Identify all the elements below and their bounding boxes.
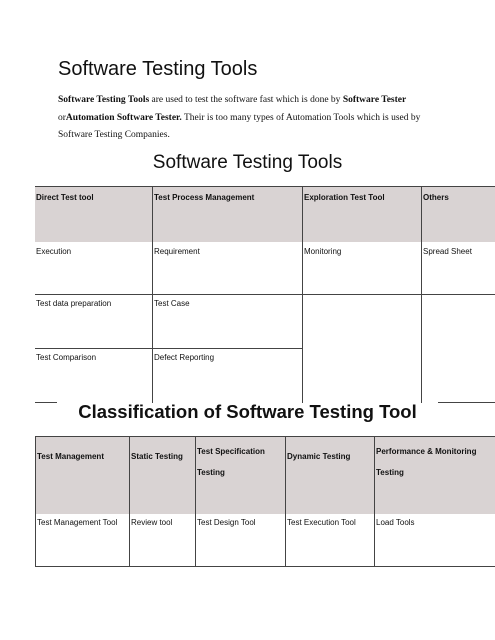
table2-cell-test-management-tool: Test Management Tool: [35, 514, 130, 567]
table2-heading: Classification of Software Testing Tool: [78, 401, 417, 422]
table2-cell-test-execution-tool: Test Execution Tool: [286, 514, 375, 567]
table1-header-others: Others: [422, 186, 495, 242]
table1-cell-test-data: Test data preparation: [35, 295, 153, 349]
intro-bold-automation: Automation Software Tester.: [65, 112, 182, 123]
intro-text-1: are used to test the software fast which is done by: [149, 95, 343, 105]
table1-header-direct: Direct Test tool: [35, 186, 153, 242]
table1-header-process: Test Process Management: [153, 186, 303, 242]
table1-header-exploration: Exploration Test Tool: [303, 186, 422, 242]
table2-header-static: [130, 436, 196, 514]
table2-header-performance: [375, 436, 495, 514]
table2-header-specification-line1: Test Specification: [197, 447, 265, 456]
table2-header-test-management-text: Test Management: [37, 452, 104, 461]
intro-text-2: Their is too many types of Automation Tools which is used by Software Testing Companies.: [58, 112, 421, 140]
table2-cell-review-tool: Review tool: [130, 514, 196, 567]
table1-cell-defect-reporting: Defect Reporting: [153, 349, 303, 403]
intro-paragraph: [58, 92, 448, 145]
table1-cell-requirement: Requirement: [153, 242, 303, 295]
table2-cell-test-design-tool: Test Design Tool: [196, 514, 286, 567]
table1-cell-monitoring: Monitoring: [303, 242, 422, 295]
table2-header-specification-line2: Testing: [197, 468, 225, 477]
table2-header-dynamic: [286, 436, 375, 514]
table1-heading-text: Software Testing Tools: [152, 152, 343, 173]
table2-header-performance-line2: Testing: [376, 468, 404, 477]
intro-bold-tools: Software Testing Tools: [58, 95, 150, 105]
table2-header-specification: [196, 436, 286, 514]
table1-cell-spreadsheet: Spread Sheet: [422, 242, 495, 295]
table1-cell-test-comparison: Test Comparison: [35, 349, 153, 403]
table1-cell-empty-others: [422, 295, 495, 403]
table1-cell-test-case: Test Case: [153, 295, 303, 349]
page-title: Software Testing Tools: [58, 58, 258, 80]
intro-text-or: or: [58, 112, 66, 123]
intro-bold-tester: Software Tester: [342, 95, 407, 105]
table1-heading: [0, 152, 495, 174]
table2-header-performance-line1: Performance & Monitoring: [376, 447, 477, 456]
table2-cell-load-tools: Load Tools: [375, 514, 495, 567]
table2-header-test-management: [35, 436, 130, 514]
table2-header-dynamic-text: Dynamic Testing: [287, 452, 351, 461]
table2-header-static-text: Static Testing: [131, 452, 183, 461]
table1-cell-execution: Execution: [35, 242, 153, 295]
table1-cell-empty-exploration: [303, 295, 422, 403]
